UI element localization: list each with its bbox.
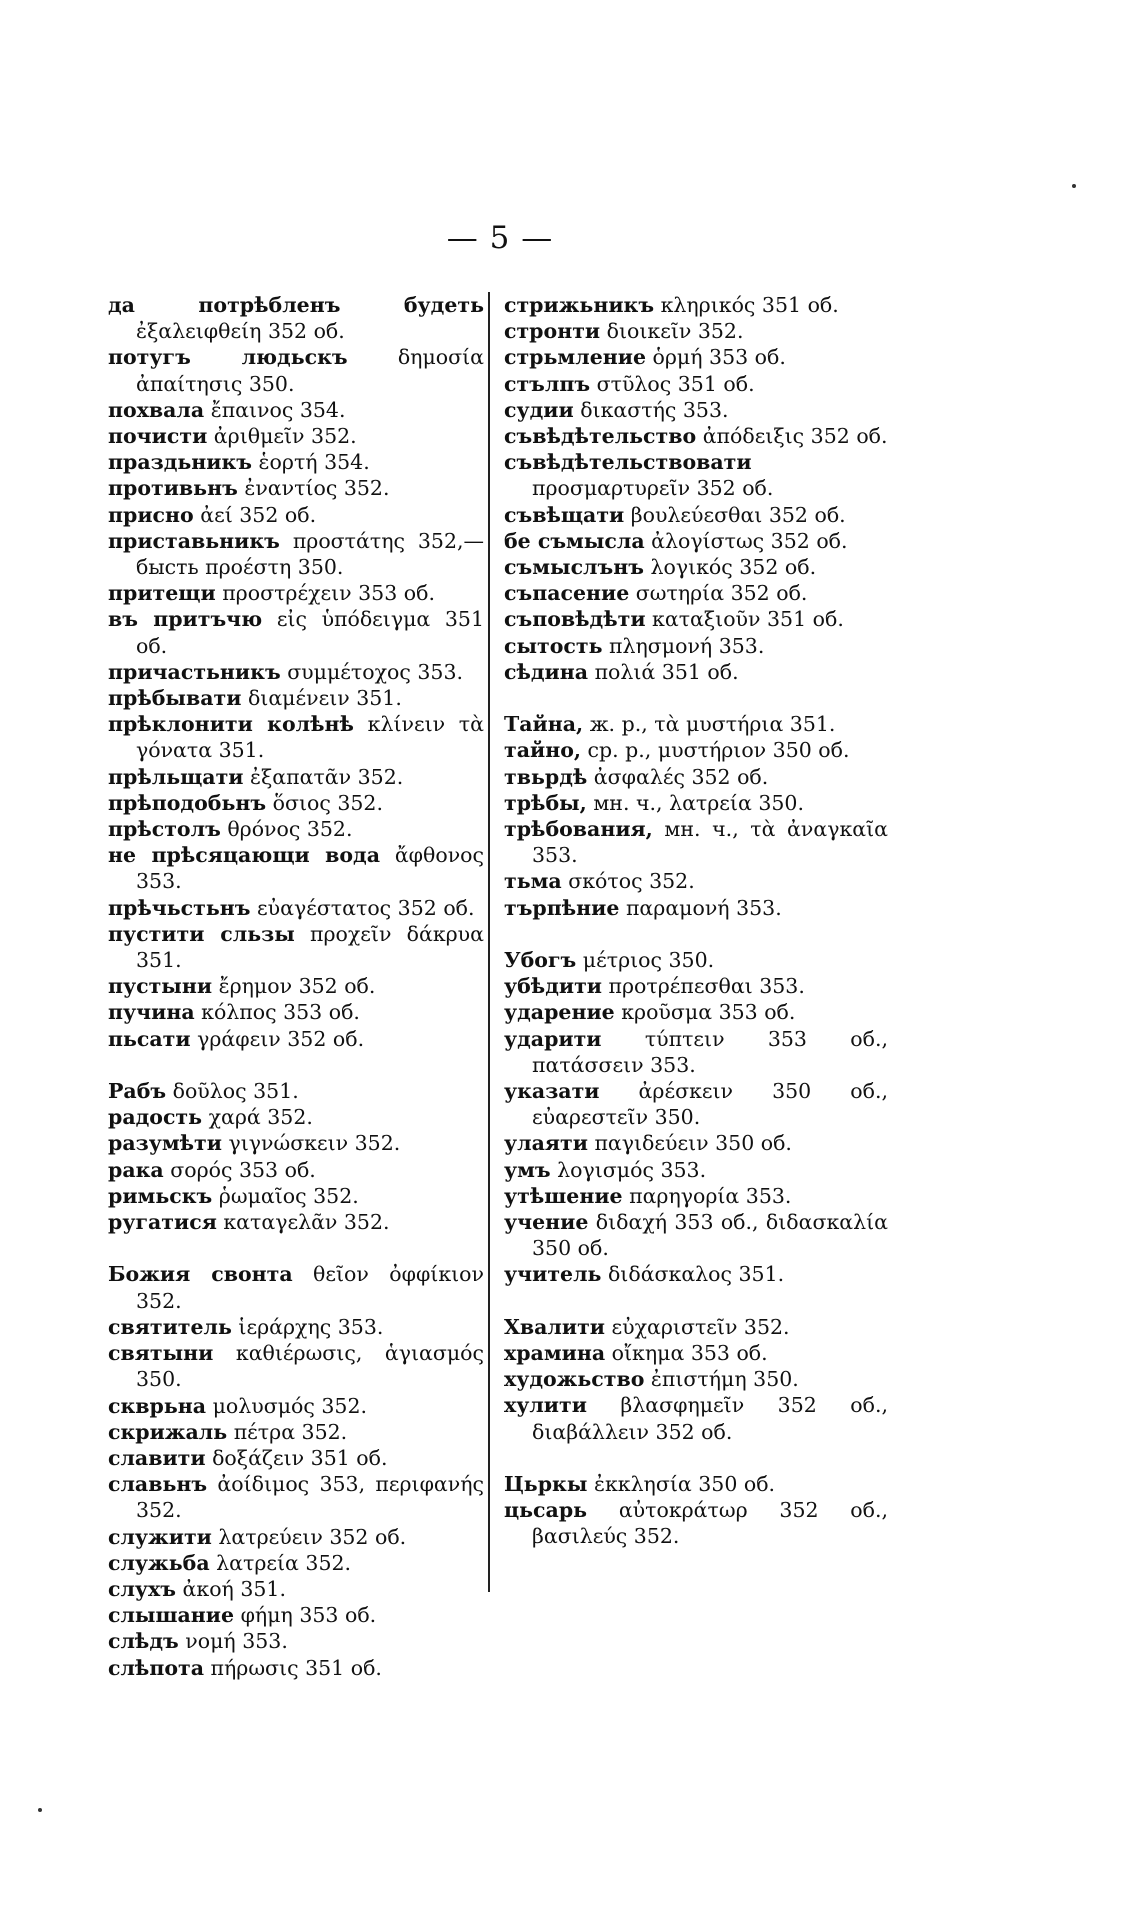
entry-headword: тайно, (504, 738, 582, 763)
index-entry (108, 1602, 484, 1628)
entry-gloss: ὁρμή 353 об. (646, 345, 786, 370)
entry-gloss: προστάτης 352,— бысть προέστη 350. (136, 528, 484, 580)
index-entry (504, 1471, 888, 1497)
entry-headword: рака (108, 1157, 164, 1182)
index-entry (108, 895, 484, 921)
index-entry (504, 502, 888, 528)
entry-headword: служьба (108, 1550, 210, 1575)
index-entry (108, 606, 484, 658)
entry-gloss: ἀπόδειξις 352 об. (696, 424, 888, 449)
entry-gloss: λογισμός 353. (550, 1157, 707, 1182)
index-entry (108, 292, 484, 344)
entry-headword: хулити (504, 1393, 587, 1418)
entry-gloss: μέτριος 350. (576, 948, 715, 973)
index-entry (504, 711, 888, 737)
entry-headword: умъ (504, 1157, 551, 1182)
index-entry (108, 1130, 484, 1156)
index-entry (108, 1393, 484, 1419)
entry-gloss: νομή 353. (178, 1629, 288, 1654)
entry-headword: Божия свонта (108, 1262, 293, 1287)
right-column (504, 292, 888, 1550)
index-entry (108, 764, 484, 790)
entry-gloss: γράφειν 352 об. (190, 1026, 365, 1051)
entry-gloss: διδαχή 353 об., διδασκαλία 350 об. (532, 1210, 888, 1261)
entry-headword: улаяти (504, 1131, 588, 1156)
entry-headword: притещи (108, 581, 216, 606)
entry-headword: служити (108, 1524, 212, 1549)
entry-headword: присно (108, 502, 194, 527)
entry-gloss: κροῦσμα 353 об. (614, 1000, 796, 1025)
entry-headword: утѣшение (504, 1183, 623, 1208)
entry-headword: римьскъ (108, 1183, 213, 1208)
entry-headword: радость (108, 1105, 203, 1130)
index-entry (504, 554, 888, 580)
entry-gloss: τύπτειν 353 об., πατάσσειν 353. (532, 1026, 888, 1077)
entry-headword: съповѣдѣти (504, 607, 646, 632)
index-entry (108, 1183, 484, 1209)
index-entry (504, 1261, 888, 1287)
entry-headword: пучина (108, 1000, 195, 1025)
entry-headword: не прѣсяцающи вода (108, 843, 381, 868)
entry-gloss: εὐαγέστατος 352 об. (250, 895, 475, 920)
index-entry (504, 659, 888, 685)
index-entry (108, 1445, 484, 1471)
entry-headword: прѣстолъ (108, 817, 221, 842)
entry-headword: противьнъ (108, 476, 238, 501)
entry-gloss: λογικός 352 об. (643, 555, 817, 580)
entry-gloss: ср. р., μυστήριον 350 об. (581, 738, 850, 763)
entry-headword: съвѣдѣтельствовати (504, 450, 752, 475)
entry-headword: Хвалити (504, 1314, 605, 1339)
entry-gloss: πολιά 351 об. (588, 659, 739, 684)
index-entry (108, 973, 484, 999)
entry-headword: Цьркы (504, 1472, 588, 1497)
section-gap (504, 1288, 888, 1314)
entry-headword: пьсати (108, 1026, 191, 1051)
entry-headword: ударение (504, 1000, 615, 1025)
index-entry (504, 947, 888, 973)
entry-headword: твьрдѣ (504, 764, 588, 789)
index-entry (108, 1419, 484, 1445)
index-entry (108, 475, 484, 501)
entry-gloss: ἑορτή 354. (252, 450, 370, 475)
entry-gloss: ἀριθμεῖν 352. (207, 424, 357, 449)
entry-gloss: σορός 353 об. (163, 1157, 316, 1182)
entry-headword: да потрѣбленъ будеть (108, 293, 484, 317)
entry-gloss: μολυσμός 352. (206, 1393, 368, 1418)
index-entry (108, 580, 484, 606)
entry-gloss: ἄφθονος 353. (136, 843, 485, 894)
entry-gloss: ἔρημον 352 об. (212, 974, 376, 999)
index-entry (504, 973, 888, 999)
section-gap (504, 921, 888, 947)
index-entry (108, 659, 484, 685)
index-entry (504, 318, 888, 344)
entry-gloss: ἀοίδιμος 353, περιφανής 352. (136, 1472, 484, 1523)
entry-headword: святитель (108, 1314, 232, 1339)
section-gap (108, 1235, 484, 1261)
entry-gloss: προτρέπεσθαι 353. (602, 974, 805, 999)
entry-headword: съмыслънъ (504, 555, 644, 580)
index-entry (108, 528, 484, 580)
entry-gloss: ἀρέσκειν 350 об., εὐαρεστεῖν 350. (532, 1079, 888, 1130)
index-entry (504, 1130, 888, 1156)
entry-headword: слухъ (108, 1576, 177, 1601)
index-entry (504, 606, 888, 632)
entry-gloss: κληρικός 351 об. (654, 293, 839, 317)
entry-gloss: χαρά 352. (202, 1105, 313, 1130)
entry-gloss: ἐξαπατᾶν 352. (243, 764, 404, 789)
entry-gloss: πέτρα 352. (227, 1419, 348, 1444)
index-entry (108, 1576, 484, 1602)
entry-gloss: πήρωσις 351 об. (204, 1655, 382, 1680)
entry-headword: трѣбы, (504, 790, 587, 815)
entry-gloss: βλασφημεῖν 352 об., διαβάλλειν 352 об. (532, 1393, 888, 1444)
index-entry (108, 1026, 484, 1052)
index-entry (108, 502, 484, 528)
entry-headword: причастьникъ (108, 659, 281, 684)
index-entry (504, 1157, 888, 1183)
index-entry (504, 1392, 888, 1444)
entry-gloss: мн. ч., τὰ ἀναγκαῖα 353. (532, 817, 888, 868)
entry-headword: славити (108, 1445, 206, 1470)
index-entry (108, 1550, 484, 1576)
index-entry (108, 1157, 484, 1183)
entry-headword: пустыни (108, 974, 213, 999)
index-entry (108, 1209, 484, 1235)
entry-gloss: παγιδεύειν 350 об. (587, 1131, 792, 1156)
entry-headword: прѣклонити колѣнѣ (108, 712, 354, 737)
entry-headword: учитель (504, 1262, 602, 1287)
entry-gloss: мн. ч., λατρεία 350. (586, 790, 804, 815)
entry-gloss: πλησμονή 353. (602, 633, 765, 658)
entry-gloss: εἰς ὑπόδειγμα 351 об. (136, 607, 484, 658)
entry-headword: цьсарь (504, 1498, 588, 1523)
entry-gloss: αὐτοκράτωρ 352 об., βασιλεύς 352. (532, 1498, 888, 1549)
entry-gloss: συμμέτοχος 353. (280, 659, 463, 684)
index-entry (108, 1524, 484, 1550)
entry-headword: почисти (108, 424, 208, 449)
entry-headword: прѣбывати (108, 686, 242, 711)
entry-headword: прѣльщати (108, 764, 244, 789)
index-entry (504, 1209, 888, 1261)
entry-headword: съпасение (504, 581, 630, 606)
index-entry (504, 528, 888, 554)
entry-headword: сѣдина (504, 659, 589, 684)
index-entry (504, 423, 888, 449)
index-entry (504, 1026, 888, 1078)
entry-gloss: διαμένειν 351. (241, 686, 402, 711)
paper-speck (1072, 184, 1076, 188)
entry-headword: стрьмление (504, 345, 646, 370)
entry-gloss: γιγνώσκειν 352. (221, 1131, 401, 1156)
index-entry (504, 764, 888, 790)
entry-gloss: κλίνειν τὰ γόνατα 351. (136, 712, 484, 763)
entry-headword: ударити (504, 1026, 602, 1051)
index-entry (108, 711, 484, 763)
entry-headword: прѣподобьнъ (108, 790, 267, 815)
entry-headword: слѣпота (108, 1655, 205, 1680)
entry-headword: ругатися (108, 1210, 217, 1235)
left-column (108, 292, 484, 1681)
index-entry (504, 1497, 888, 1549)
entry-headword: Рабъ (108, 1079, 167, 1104)
entry-gloss: ἐκκλησία 350 об. (587, 1472, 776, 1497)
index-entry (504, 895, 888, 921)
entry-headword: славьнъ (108, 1472, 208, 1497)
index-entry (108, 1628, 484, 1654)
index-entry (108, 449, 484, 475)
entry-gloss: σκότος 352. (561, 869, 695, 894)
entry-headword: судии (504, 397, 574, 422)
entry-headword: съвѣщати (504, 502, 625, 527)
index-entry (504, 449, 888, 501)
entry-headword: убѣдити (504, 974, 602, 999)
entry-gloss: θεῖον ὀφφίκιον 352. (136, 1262, 484, 1313)
entry-gloss: δημοσία ἀπαίτησις 350. (136, 345, 484, 396)
index-entry (504, 1366, 888, 1392)
index-entry (504, 868, 888, 894)
entry-headword: сытость (504, 633, 603, 658)
index-entry (108, 790, 484, 816)
entry-gloss: ἐξαλειφθείη 352 об. (136, 319, 345, 344)
entry-gloss: ἀκοή 351. (176, 1576, 286, 1601)
index-entry (504, 397, 888, 423)
entry-gloss: εὐχαριστεῖν 352. (605, 1314, 790, 1339)
entry-gloss: ἀεί 352 об. (193, 502, 317, 527)
entry-gloss: ῥωμαῖος 352. (212, 1183, 359, 1208)
entry-gloss: κόλπος 353 об. (194, 1000, 360, 1025)
entry-headword: скврьна (108, 1393, 207, 1418)
entry-gloss: προστρέχειν 353 об. (215, 581, 435, 606)
index-entry (504, 1340, 888, 1366)
section-gap (504, 685, 888, 711)
entry-gloss: λατρεία 352. (209, 1550, 352, 1575)
entry-gloss: ὅσιος 352. (266, 790, 383, 815)
entry-gloss: δοῦλος 351. (166, 1079, 299, 1104)
index-entry (108, 397, 484, 423)
entry-headword: слѣдъ (108, 1629, 179, 1654)
entry-headword: указати (504, 1079, 600, 1104)
entry-headword: въ притъчю (108, 607, 263, 632)
entry-headword: бе съмысла (504, 528, 645, 553)
entry-headword: слышание (108, 1603, 235, 1628)
entry-headword: Убогъ (504, 948, 577, 973)
entry-headword: скрижаль (108, 1419, 228, 1444)
entry-headword: стълпъ (504, 371, 591, 396)
entry-headword: приставьникъ (108, 528, 280, 553)
entry-gloss: προχεῖν δάκρυα 351. (136, 921, 484, 973)
entry-gloss: παρηγορία 353. (622, 1183, 792, 1208)
index-entry (108, 423, 484, 449)
entry-headword: прѣчьстьнъ (108, 895, 251, 920)
entry-headword: Тайна, (504, 712, 584, 737)
entry-headword: стрижьникъ (504, 293, 655, 317)
entry-headword: търпѣние (504, 895, 620, 920)
entry-gloss: καταξιοῦν 351 об. (645, 607, 844, 632)
index-entry (108, 816, 484, 842)
entry-headword: святыни (108, 1341, 214, 1366)
index-entry (108, 685, 484, 711)
index-entry (504, 737, 888, 763)
entry-headword: художьство (504, 1367, 645, 1392)
index-entry (108, 1655, 484, 1681)
index-entry (504, 1314, 888, 1340)
index-entry (108, 1104, 484, 1130)
index-entry (108, 999, 484, 1025)
entry-headword: тьма (504, 869, 562, 894)
entry-headword: храмина (504, 1341, 606, 1366)
entry-gloss: οἴκημα 353 об. (605, 1341, 768, 1366)
entry-gloss: ἐναντίος 352. (237, 476, 390, 501)
entry-gloss: σωτηρία 352 об. (629, 581, 808, 606)
index-entry (108, 1261, 484, 1313)
index-entry (504, 292, 888, 318)
index-entry (504, 1078, 888, 1130)
index-entry (108, 1078, 484, 1104)
entry-headword: трѣбования, (504, 817, 653, 842)
page-number: — 5 — (446, 220, 554, 256)
entry-gloss: λατρεύειν 352 об. (211, 1524, 407, 1549)
index-entry (504, 580, 888, 606)
index-entry (504, 1183, 888, 1209)
entry-gloss: ἀσφαλές 352 об. (587, 764, 769, 789)
entry-gloss: ἀλογίστως 352 об. (644, 528, 848, 553)
column-divider (488, 292, 490, 1592)
entry-gloss: ж. р., τὰ μυστήρια 351. (583, 712, 836, 737)
entry-gloss: διοικεῖν 352. (600, 319, 744, 344)
entry-gloss: προσμαρτυρεῖν 352 об. (532, 476, 774, 501)
index-entry (108, 1471, 484, 1523)
entry-headword: стронти (504, 319, 601, 344)
index-entry (504, 790, 888, 816)
entry-gloss: θρόνος 352. (220, 817, 353, 842)
entry-gloss: ἔπαινος 354. (204, 397, 346, 422)
paper-speck (38, 1808, 42, 1812)
entry-headword: разумѣти (108, 1131, 222, 1156)
entry-gloss: ἐπιστήμη 350. (644, 1367, 799, 1392)
index-entry (108, 1340, 484, 1392)
index-entry (108, 921, 484, 973)
index-entry (108, 842, 484, 894)
entry-gloss: δοξάζειν 351 об. (205, 1445, 388, 1470)
index-entry (504, 371, 888, 397)
entry-headword: похвала (108, 397, 205, 422)
section-gap (108, 1052, 484, 1078)
index-entry (108, 344, 484, 396)
entry-gloss: βουλεύεσθαι 352 об. (624, 502, 846, 527)
index-entry (504, 344, 888, 370)
entry-headword: съвѣдѣтельство (504, 424, 697, 449)
section-gap (504, 1445, 888, 1471)
entry-gloss: στῦλος 351 об. (590, 371, 755, 396)
index-entry (504, 633, 888, 659)
entry-gloss: καταγελᾶν 352. (216, 1210, 390, 1235)
index-entry (108, 1314, 484, 1340)
entry-headword: пустити сльзы (108, 921, 295, 946)
entry-headword: потугъ людьскъ (108, 345, 348, 370)
entry-headword: учение (504, 1210, 589, 1235)
index-entry (504, 816, 888, 868)
entry-gloss: ἱεράρχης 353. (231, 1314, 384, 1339)
index-entry (504, 999, 888, 1025)
entry-gloss: διδάσκαλος 351. (601, 1262, 785, 1287)
entry-headword: праздьникъ (108, 450, 253, 475)
entry-gloss: δικαστής 353. (573, 397, 729, 422)
entry-gloss: καθιέρωσις, ἁγιασμός 350. (136, 1341, 484, 1392)
entry-gloss: φήμη 353 об. (234, 1603, 377, 1628)
entry-gloss: παραμονή 353. (619, 895, 782, 920)
